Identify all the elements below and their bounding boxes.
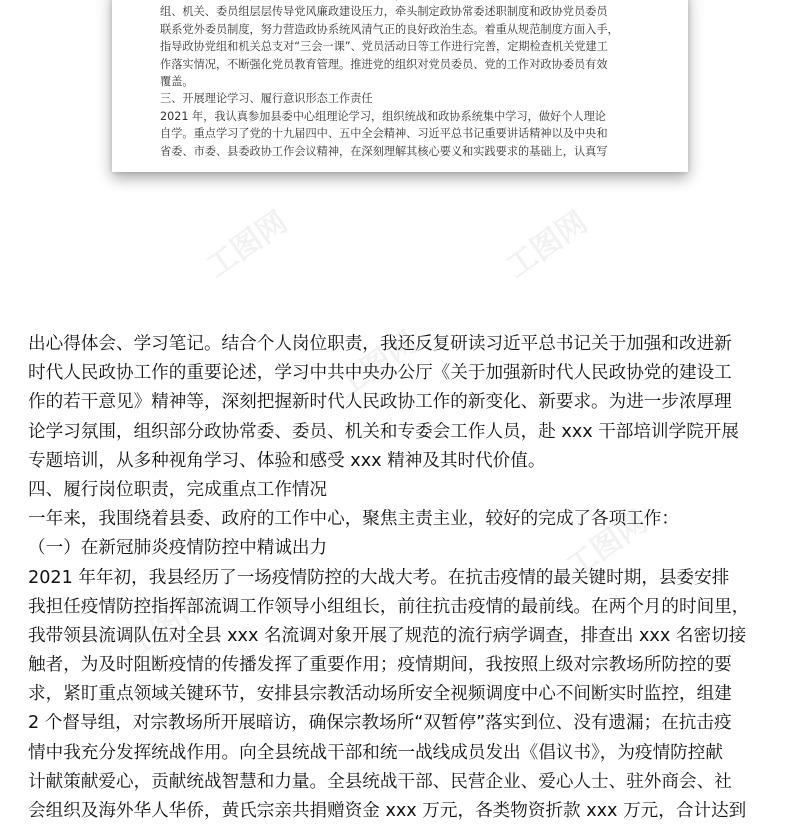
preview-heading: 三、开展理论学习、履行意识形态工作责任 xyxy=(160,92,373,106)
body-line: 出心得体会、学习笔记。结合个人岗位职责，我还反复研读习近平总书记关于加强和改进新 xyxy=(28,334,732,354)
body-line: 我带领县流调队伍对全县 xxx 名流调对象开展了规范的流行病学调查，排查出 xxx 名密切接 xyxy=(28,625,747,646)
preview-line: 覆盖。 xyxy=(160,74,194,88)
body-line: 专题培训，从多种视角学习、体验和感受 xxx 精神及其时代价值。 xyxy=(28,450,546,471)
body-line: 作的若干意见》精神等，深刻把握新时代人民政协工作的新变化、新要求。为进一步浓厚理 xyxy=(28,392,732,413)
preview-text xyxy=(160,0,646,160)
body-line: 计献策献爱心，贡献统战智慧和力量。全县统战干部、民营企业、爱心人士、驻外商会、社 xyxy=(28,771,732,792)
watermark: 工图网 xyxy=(200,204,294,286)
subsection-heading: （一）在新冠肺炎疫情防控中精诚出力 xyxy=(28,538,328,559)
body-line: 情中我充分发挥统战作用。向全县统战干部和统一战线成员发出《倡议书》，为疫情防控献 xyxy=(28,742,723,763)
body-line: 论学习氛围，组织部分政协常委、委员、机关和专委会工作人员，赴 xxx 干部培训学院开展 xyxy=(28,421,739,442)
body-line: 会组织及海外华人华侨，黄氏宗亲共捐赠资金 xxx 万元，各类物资折款 xxx 万元，合计达到 xyxy=(28,801,747,821)
body-line: 2 个督导组，对宗教场所开展暗访，确保宗教场所“双暂停”落实到位、没有遗漏；在抗击疫 xyxy=(28,713,732,734)
document-body xyxy=(28,330,783,826)
watermark: 工图网 xyxy=(500,204,594,286)
body-line: 时代人民政协工作的重要论述，学习中共中央办公厅《关于加强新时代人民政协党的建设工 xyxy=(28,363,732,384)
preview-line: 组、机关、委员组层层传导党风廉政建设压力，牵头制定政协常委述职制度和政协党员委员 xyxy=(160,5,608,19)
section-heading: 四、履行岗位职责，完成重点工作情况 xyxy=(28,479,328,500)
document-preview-card xyxy=(112,0,688,172)
preview-line: 联系党外委员制度，努力营造政协系统风清气正的良好政治生态。着重从规范制度方面入手， xyxy=(160,22,619,36)
body-line: 一年来，我围绕着县委、政府的工作中心，聚焦主责主业，较好的完成了各项工作： xyxy=(28,509,679,530)
preview-line: 2021 年，我认真参加县委中心组理论学习，组织统战和政协系统集中学习，做好个人理论 xyxy=(160,109,606,123)
preview-line: 指导政协党组和机关总支对“三会一课”、党员活动日等工作进行完善，定期检查机关党建工 xyxy=(160,40,608,54)
body-line: 触者，为及时阻断疫情的传播发挥了重要作用；疫情期间，我按照上级对宗教场所防控的要 xyxy=(28,655,732,676)
body-line: 2021 年年初，我县经历了一场疫情防控的大战大考。在抗击疫情的最关键时期，县委安排 xyxy=(28,567,730,588)
watermark: 工图网 xyxy=(330,324,424,406)
body-line: 我担任疫情防控指挥部流调工作领导小组组长，前往抗击疫情的最前线。在两个月的时间里， xyxy=(28,596,750,617)
body-line: 求，紧盯重点领域关键环节，安排县宗教活动场所安全视频调度中心不间断实时监控，组建 xyxy=(28,684,732,705)
watermark: 工图网 xyxy=(120,584,214,666)
preview-line: 省委、市委、县委政协工作会议精神，在深刻理解其核心要义和实践要求的基础上，认真写 xyxy=(160,144,608,158)
watermark: 工图网 xyxy=(560,504,654,586)
preview-line: 自学。重点学习了党的十九届四中、五中全会精神、习近平总书记重要讲话精神以及中央和 xyxy=(160,127,608,141)
preview-line: 作落实情况，不断强化党员教育管理。推进党的组织对党员委员、党的工作对政协委员有效 xyxy=(160,57,608,71)
